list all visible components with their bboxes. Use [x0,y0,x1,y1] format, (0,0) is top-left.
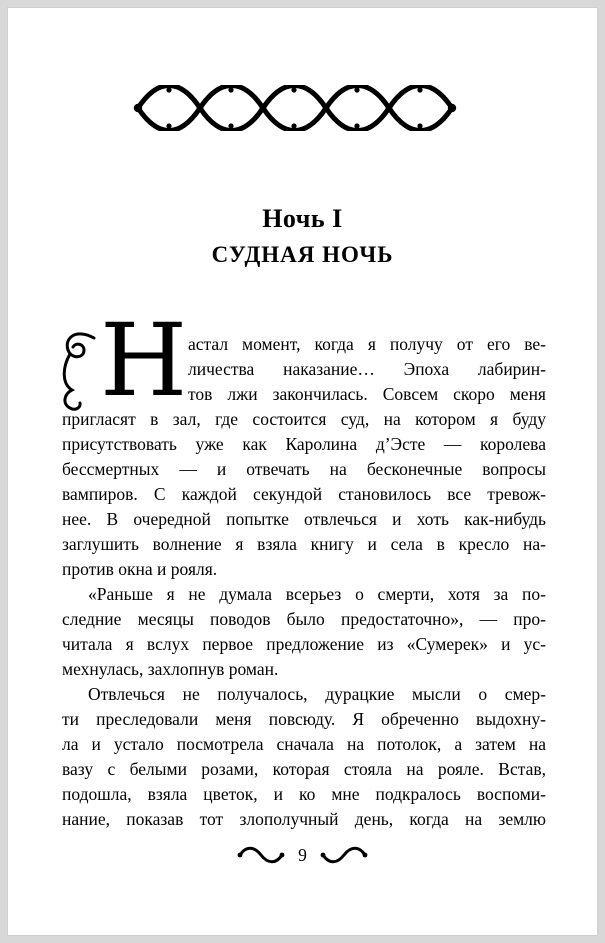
chapter-label: Ночь I [262,204,343,233]
dropcap-flourish-icon [60,328,100,412]
text-line: бессмертных — и отвечать на бесконечные вопросы [62,459,546,479]
paragraph-3 [62,682,546,832]
text-line: «Раньше я не думала всерьез о смерти, хотя за по- [88,584,546,604]
text-line: вазу с белыми розами, которая стояла на рояле. Встав, [62,759,546,779]
page-footer [8,844,597,866]
paragraph-2 [62,582,546,682]
drop-cap [62,302,188,419]
text-line: пригласят в зал, где состоится суд, на котором я буду [62,409,546,429]
text-line: личества наказание… Эпоха лабирин- [188,359,546,379]
text-line: присутствовать уже как Каролина д’Эсте — королева [62,434,546,454]
footer-ornament-left-icon [237,846,285,864]
footer-ornament-right-icon [320,846,368,864]
text-line: нее. В очередной попытке отвлечься и хоть как-нибудь [62,509,546,529]
text-line: ла и устало посмотрела сначала на потолок, а затем на [62,734,546,754]
dropcap-letter: Н [100,302,188,419]
text-line: тов лжи закончилась. Совсем скоро меня [188,384,546,404]
body-text [62,302,546,832]
text-line: подошла, взяла цветок, и ко мне подкралось воспоми- [62,784,546,804]
text-line: читала я вслух первое предложение из «Сумерек» и ус- [62,634,546,654]
book-page [7,7,598,936]
page-number: 9 [298,845,307,865]
text-line: ти преследовали меня повсюду. Я обреченно выдохну- [62,709,546,729]
text-line: против окна и рояля. [62,559,218,579]
text-line: мехнулась, захлопнув роман. [62,659,279,679]
text-line: Отвлечься не получалось, дурацкие мысли о смер- [88,684,546,704]
text-line: астал момент, когда я получу от его ве- [188,334,546,354]
text-line: нание, показав тот злополучный день, когда на землю [62,809,546,829]
text-line: вампиров. С каждой секундой становилось все тревож- [62,484,546,504]
text-line: заглушить волнение я взяла книгу и села в кресло на- [62,534,546,554]
chapter-title: СУДНАЯ НОЧЬ [211,242,394,267]
text-line: следние месяцы поводов было предостаточно», — про- [62,609,546,629]
top-ornament-divider-icon [130,85,476,131]
